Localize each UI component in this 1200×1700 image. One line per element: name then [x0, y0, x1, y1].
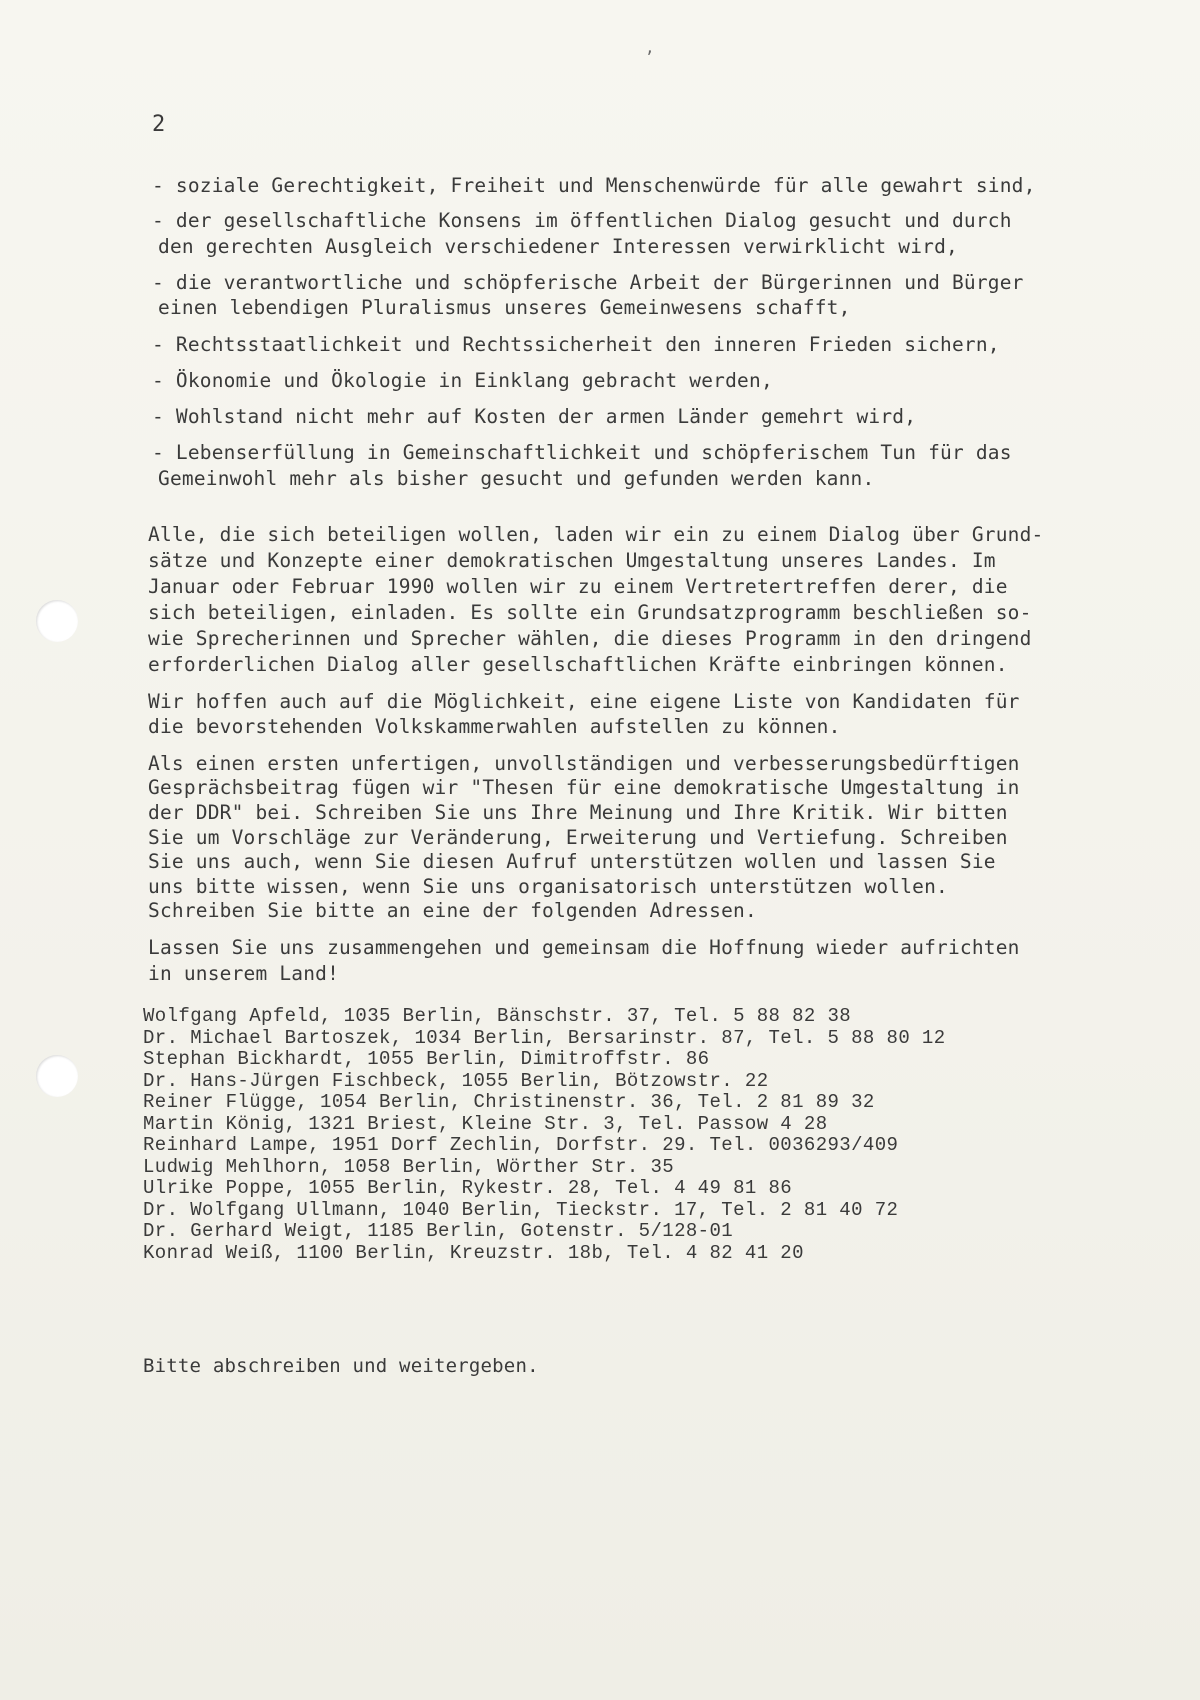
paragraph-line: Alle, die sich beteiligen wollen, laden wir ein zu einem Dialog über Grund- [148, 523, 1044, 546]
address-entry: Stephan Bickhardt, 1055 Berlin, Dimitroffstr. 86 [143, 1048, 710, 1070]
paragraph-line: Sie uns auch, wenn Sie diesen Aufruf unterstützen wollen und lassen Sie [148, 850, 996, 873]
paragraph-line: Schreiben Sie bitte an eine der folgenden Adressen. [148, 899, 757, 922]
closing-line: Bitte abschreiben und weitergeben. [143, 1355, 539, 1377]
address-entry: Dr. Michael Bartoszek, 1034 Berlin, Bersarinstr. 87, Tel. 5 88 80 12 [143, 1026, 946, 1049]
paragraph-line: der DDR" bei. Schreiben Sie uns Ihre Meinung und Ihre Kritik. Wir bitten [148, 801, 1008, 824]
paragraph-line: uns bitte wissen, wenn Sie uns organisatorisch unterstützen wollen. [148, 875, 948, 898]
address-entry: Konrad Weiß, 1100 Berlin, Kreuzstr. 18b, Tel. 4 82 41 20 [143, 1241, 804, 1264]
bullet-line: - Ökonomie und Ökologie in Einklang gebracht werden, [152, 369, 773, 392]
paragraph-line: Wir hoffen auch auf die Möglichkeit, eine eigene Liste von Kandidaten für [148, 690, 1020, 713]
address-entry: Ludwig Mehlhorn, 1058 Berlin, Wörther Str. 35 [143, 1155, 675, 1178]
paragraph-line: Januar oder Februar 1990 wollen wir zu einem Vertretertreffen derer, die [148, 575, 1008, 598]
paragraph-line: Lassen Sie uns zusammengehen und gemeinsam die Hoffnung wieder aufrichten [148, 936, 1020, 959]
paragraph-line: Gesprächsbeitrag fügen wir "Thesen für eine demokratische Umgestaltung in [148, 776, 1020, 799]
bullet-line: den gerechten Ausgleich verschiedener Interessen verwirklicht wird, [158, 235, 958, 258]
paragraph-line: wie Sprecherinnen und Sprecher wählen, die dieses Programm in den dringend [148, 627, 1032, 650]
address-entry: Reinhard Lampe, 1951 Dorf Zechlin, Dorfstr. 29. Tel. 0036293/409 [143, 1134, 899, 1156]
punch-hole-top [36, 600, 78, 642]
bullet-line: - soziale Gerechtigkeit, Freiheit und Menschenwürde für alle gewahrt sind, [152, 174, 1036, 197]
paragraph-line: Als einen ersten unfertigen, unvollständigen und verbesserungsbedürftigen [148, 752, 1020, 775]
bullet-line: - die verantwortliche und schöpferische Arbeit der Bürgerinnen und Bürger [152, 271, 1024, 294]
bullet-line: - Lebenserfüllung in Gemeinschaftlichkeit und schöpferischem Tun für das [152, 441, 1012, 464]
address-entry: Ulrike Poppe, 1055 Berlin, Rykestr. 28, Tel. 4 49 81 86 [143, 1177, 793, 1199]
address-entry: Dr. Hans-Jürgen Fischbeck, 1055 Berlin, Bötzowstr. 22 [143, 1069, 769, 1092]
address-entry: Reiner Flügge, 1054 Berlin, Christinenstr. 36, Tel. 2 81 89 32 [143, 1091, 875, 1113]
bullet-line: - Wohlstand nicht mehr auf Kosten der armen Länder gemehrt wird, [152, 405, 917, 428]
stray-mark: , [645, 38, 655, 57]
paragraph-line: sich beteiligen, einladen. Es sollte ein Grundsatzprogramm beschließen so- [148, 601, 1032, 624]
bullet-line: - Rechtsstaatlichkeit und Rechtssicherheit den inneren Frieden sichern, [152, 333, 1000, 356]
bullet-line: Gemeinwohl mehr als bisher gesucht und gefunden werden kann. [158, 467, 875, 490]
paragraph-line: erforderlichen Dialog aller gesellschaftlichen Kräfte einbringen können. [148, 653, 1008, 676]
paragraph-line: in unserem Land! [148, 962, 340, 985]
address-entry: Wolfgang Apfeld, 1035 Berlin, Bänschstr. 37, Tel. 5 88 82 38 [143, 1005, 852, 1027]
punch-hole-bottom [36, 1055, 78, 1097]
bullet-line: - der gesellschaftliche Konsens im öffentlichen Dialog gesucht und durch [152, 209, 1012, 232]
paragraph-line: die bevorstehenden Volkskammerwahlen aufstellen zu können. [148, 715, 841, 738]
paragraph-line: Sie um Vorschläge zur Veränderung, Erweiterung und Vertiefung. Schreiben [148, 826, 1008, 849]
address-entry: Martin König, 1321 Briest, Kleine Str. 3, Tel. Passow 4 28 [143, 1112, 828, 1135]
page-number: 2 [152, 112, 166, 137]
bullet-line: einen lebendigen Pluralismus unseres Gemeinwesens schafft, [158, 296, 851, 319]
paragraph-line: sätze und Konzepte einer demokratischen Umgestaltung unseres Landes. Im [148, 549, 996, 572]
address-entry: Dr. Gerhard Weigt, 1185 Berlin, Gotenstr. 5/128-01 [143, 1220, 734, 1242]
address-entry: Dr. Wolfgang Ullmann, 1040 Berlin, Tieckstr. 17, Tel. 2 81 40 72 [143, 1198, 899, 1221]
